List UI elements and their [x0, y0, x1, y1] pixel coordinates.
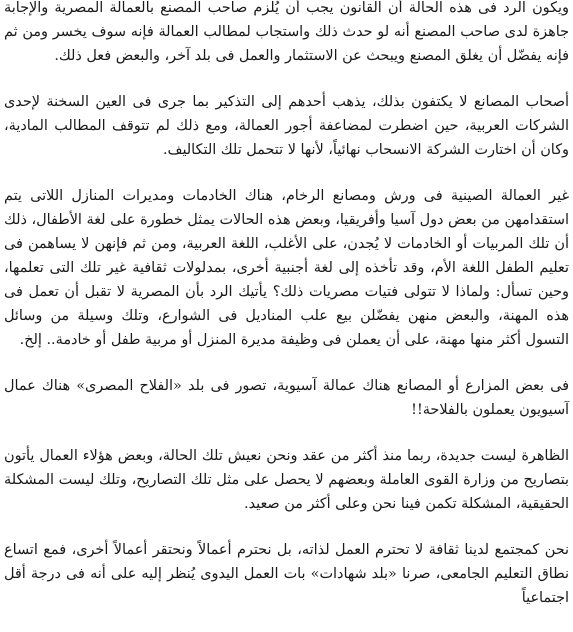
- paragraph: أصحاب المصانع لا يكتفون بذلك، يذهب أحدهم إلى التذكير بما جرى فى العين السخنة لإحدى الشركات العربية، حين اضطرت لمضاعفة أجور العمالة، ومع ذلك لم تتوقف المطالب المادية، وكان أن اختارت الشركة الانسحاب نهائياً، لأنها لا تتحمل تلك التكاليف.: [4, 94, 569, 158]
- paragraph: ويكون الرد فى هذه الحالة أن القانون يجب أن يُلزم صاحب المصنع بالعمالة المصرية والإجابة جاهزة لدى صاحب المصنع أنه لو حدث ذلك واستجاب لمطالب العمالة فإنه سوف يخسر ومن ثم فإنه يفضّل أن يغلق المصنع ويبحث عن الاستثمار والعمل فى بلد آخر، والبعض فعل ذلك.: [4, 0, 569, 64]
- paragraph: غير العمالة الصينية فى ورش ومصانع الرخام، هناك الخادمات ومديرات المنازل اللاتى يتم استقدامهن من بعض دول آسيا وأفريقيا، وبعض هذه الحالات يمثل خطورة على لغة الأطفال، ذلك أن تلك المربيات أو الخادمات لا يُجدن، على الأغلب، اللغة العربية، ومن ثم فإنهن لا يساهمن فى تعليم الطفل اللغة الأم، وقد تأخذه إلى لغة أجنبية أخرى، بمدلولات ثقافية غير تلك التى تعلمها، وحين تسأل: ولماذا لا تتولى فتيات مصريات ذلك؟ يأتيك الرد بأن المصرية لا تقبل أن تعمل فى هذه المهنة، والبعض منهن يفضّلن بيع علب المناديل فى الشوارع، وتلك وسيلة من وسائل التسول أكثر منها مهنة، على أن يعملن فى وظيفة مديرة المنزل أو مربية طفل أو خادمة.. إلخ.: [4, 188, 569, 348]
- paragraph: الظاهرة ليست جديدة، ربما منذ أكثر من عقد ونحن نعيش تلك الحالة، وبعض هؤلاء العمال يأتون بتصاريح من وزارة القوى العاملة وبعضهم لا يحصل على مثل تلك التصاريح، وتلك ليست المشكلة الحقيقية، المشكلة تكمن فينا نحن وعلى أكثر من صعيد.: [4, 448, 569, 512]
- paragraph: نحن كمجتمع لدينا ثقافة لا تحترم العمل لذاته، بل نحترم أعمالاً ونحتقر أعمالاً أخرى، فمع اتساع نطاق التعليم الجامعى، صرنا «بلد شهادات» بات العمل اليدوى يُنظر إليه على أنه فى درجة أقل اجتماعياً: [4, 542, 569, 606]
- paragraph: فى بعض المزارع أو المصانع هناك عمالة آسيوية، تصور فى بلد «الفلاح المصرى» هناك عمال آسيويون يعملون بالفلاحة!!: [4, 378, 569, 418]
